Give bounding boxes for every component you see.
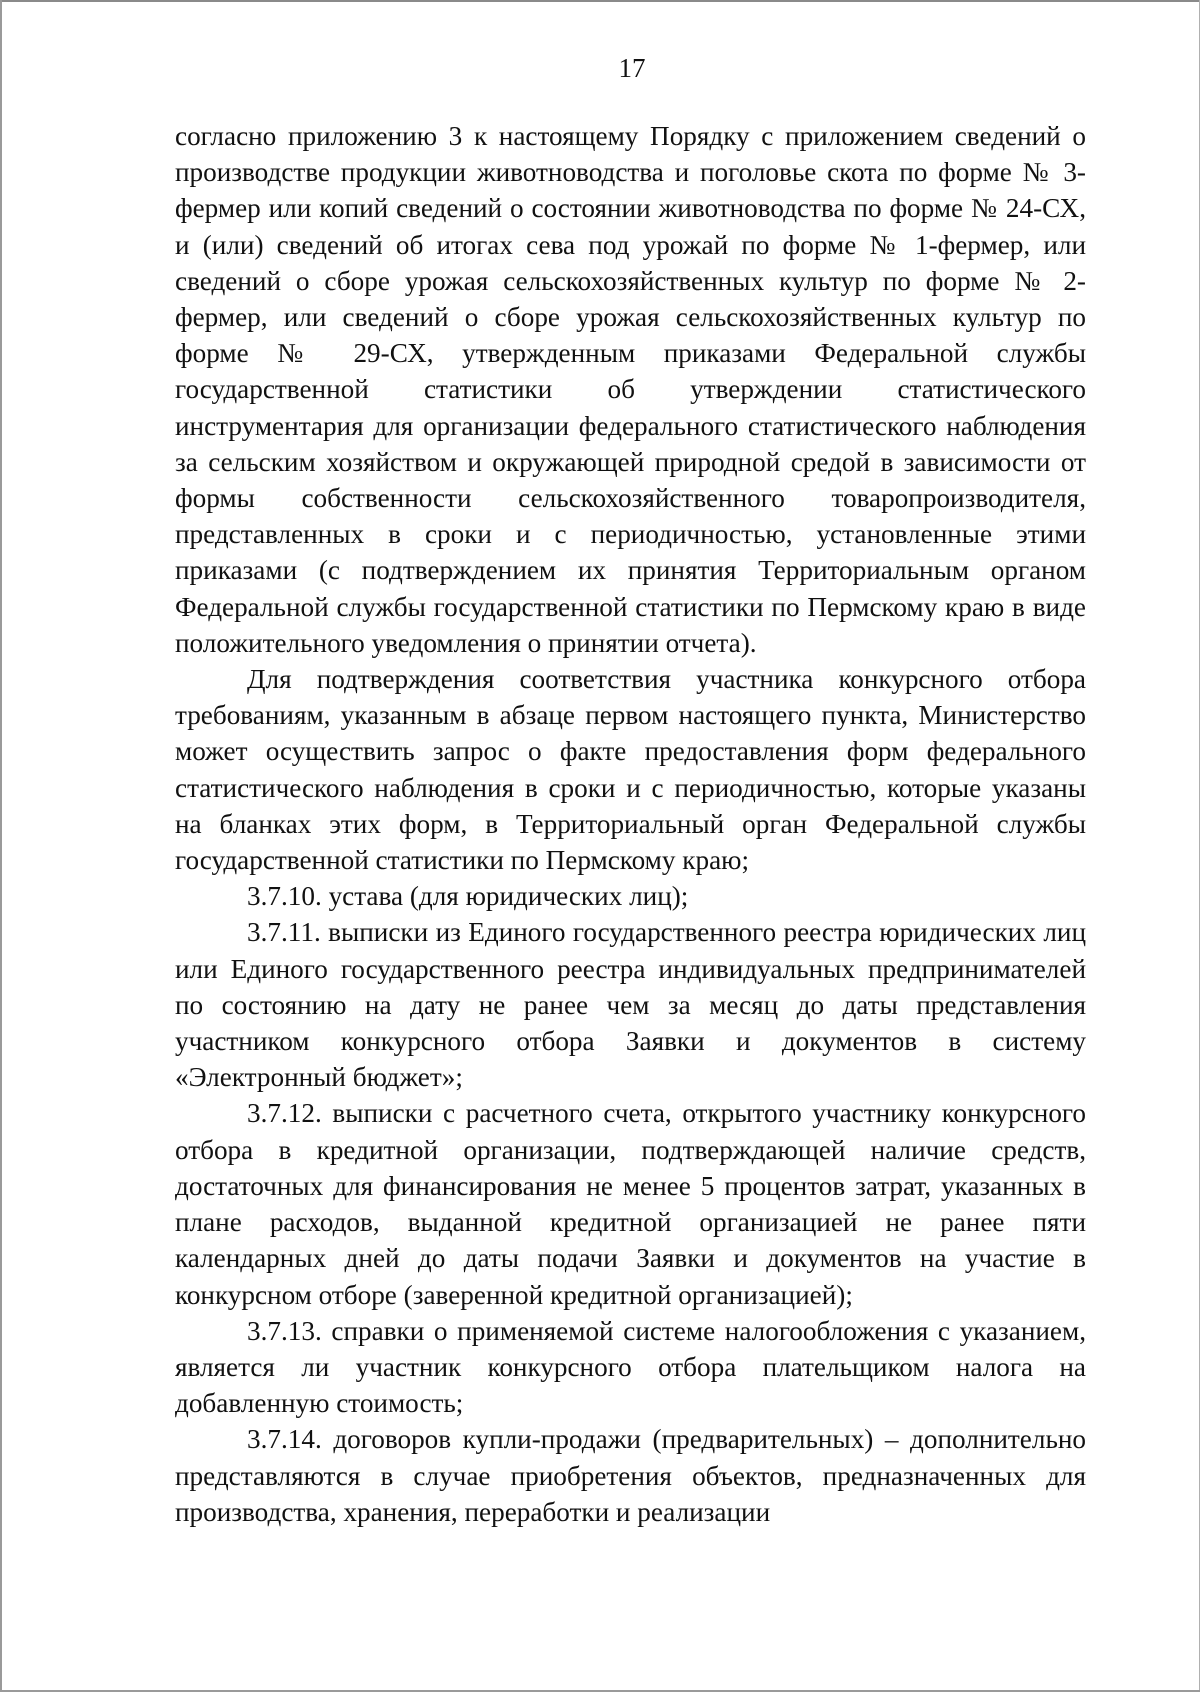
scan-edge-left [0, 0, 2, 1692]
document-body [175, 118, 1086, 1530]
item-3-7-10: 3.7.10. устава (для юридических лиц); [247, 881, 689, 912]
item-3-7-12: 3.7.12. выписки с расчетного счета, открытого участнику конкурсного отбора в кредитной организации, подтверждающей наличие средств, достаточных для финансирования не менее 5 процентов затрат, указанных в плане расходов, выданной кредитной организацией не ранее пяти календарных дней до даты подачи Заявки и документов на участие в конкурсном отборе (заверенной кредитной организацией); [175, 1098, 1086, 1310]
scan-edge-top [0, 0, 1200, 2]
paragraph-continuation: согласно приложению 3 к настоящему Порядку с приложением сведений о производстве продукции животноводства и поголовье скота по форме № 3-фермер или копий сведений о состоянии животноводства по форме № 24-СХ, и (или) сведений об итогах сева под урожай по форме № 1-фермер, или сведений о сборе урожая сельскохозяйственных культур по форме № 2-фермер, или сведений о сборе урожая сельскохозяйственных культур по форме № 29-СХ, утвержденным приказами Федеральной службы государственной статистики об утверждении статистического инструментария для организации федерального статистического наблюдения за сельским хозяйством и окружающей природной средой в зависимости от формы собственности сельскохозяйственного товаропроизводителя, представленных в сроки и с периодичностью, установленные этими приказами (с подтверждением их принятия Территориальным органом Федеральной службы государственной статистики по Пермскому краю в виде положительного уведомления о принятии отчета). [175, 121, 1086, 658]
item-3-7-14: 3.7.14. договоров купли-продажи (предварительных) – дополнительно представляются в случае приобретения объектов, предназначенных для производства, хранения, переработки и реализации [175, 1424, 1086, 1527]
item-3-7-13: 3.7.13. справки о применяемой системе налогообложения с указанием, является ли участник конкурсного отбора плательщиком налога на добавленную стоимость; [175, 1315, 1086, 1419]
page-number: 17 [618, 53, 646, 83]
paragraph-confirmation: Для подтверждения соответствия участника конкурсного отбора требованиям, указанным в абзаце первом настоящего пункта, Министерство может осуществить запрос о факте предоставления форм федерального статистического наблюдения в сроки и с периодичностью, которые указаны на бланках этих форм, в Территориальный орган Федеральной службы государственной статистики по Пермскому краю; [175, 664, 1086, 876]
item-3-7-11: 3.7.11. выписки из Единого государственного реестра юридических лиц или Единого государственного реестра индивидуальных предпринимателей по состоянию на дату не ранее чем за месяц до даты представления участником конкурсного отбора Заявки и документов в систему «Электронный бюджет»; [175, 917, 1086, 1093]
